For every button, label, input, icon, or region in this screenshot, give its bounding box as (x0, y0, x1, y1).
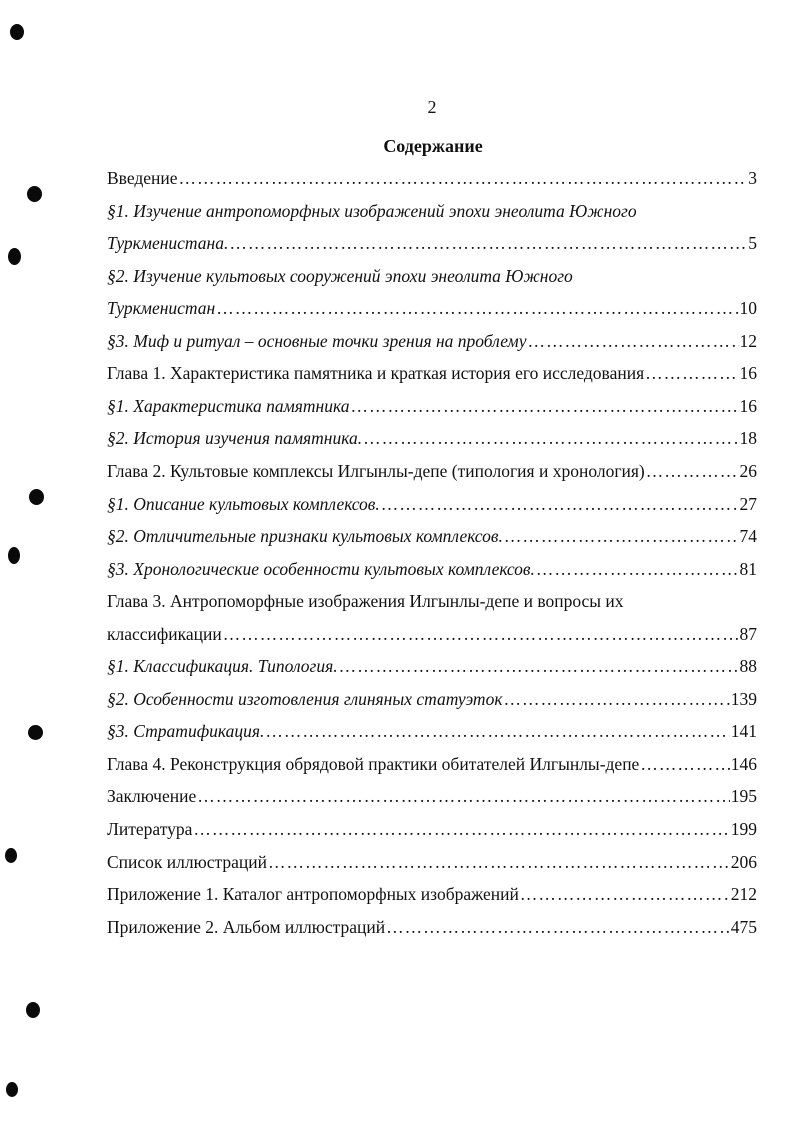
toc-entry-page: 146 (730, 753, 757, 774)
punch-hole (29, 489, 44, 505)
toc-entry (107, 720, 757, 742)
toc-entry-title: Введение (107, 168, 178, 188)
toc-entry-page: 18 (739, 428, 757, 449)
toc-leader-dots (527, 330, 738, 352)
toc-entry-title: §2. История изучения памятника. (107, 428, 363, 449)
toc-leader-dots (640, 753, 729, 775)
toc-entry (107, 395, 757, 417)
toc-leader-dots (363, 427, 738, 449)
toc-entry-page: 87 (739, 623, 757, 644)
toc-entry-title: §1. Описание культовых комплексов. (107, 493, 380, 514)
toc-entry (107, 362, 757, 384)
toc-entry-page: 12 (739, 330, 757, 351)
toc-leader-dots (193, 818, 729, 840)
page-number: 2 (427, 97, 437, 117)
toc-entry (107, 493, 757, 515)
toc-entry-page: 81 (739, 558, 757, 579)
toc-entry-title: §1. Характеристика памятника (107, 395, 350, 416)
punch-hole (26, 1002, 40, 1018)
toc-entry-title: Литература (107, 819, 193, 839)
toc-entry (107, 427, 757, 449)
toc-entry-title: §1. Изучение антропоморфных изображений эпохи энеолита Южного (107, 200, 637, 221)
toc-entry (107, 753, 757, 775)
toc-entry-page: 16 (739, 363, 757, 384)
toc-entry (107, 590, 757, 612)
toc-leader-dots (216, 297, 738, 319)
toc-entry (107, 297, 757, 319)
toc-entry-page: 27 (739, 493, 757, 514)
toc-leader-dots (381, 493, 739, 515)
toc-entry-page: 139 (730, 688, 757, 709)
toc-leader-dots (229, 232, 747, 254)
toc-entry-title: §1. Классификация. Типология. (107, 656, 338, 677)
toc-leader-dots (265, 720, 729, 742)
toc-entry (107, 883, 757, 905)
toc-entry-title: §2. Особенности изготовления глиняных статуэток (107, 688, 503, 709)
punch-hole (27, 186, 42, 202)
toc-entry-page: 5 (748, 233, 757, 254)
toc-entry-page: 206 (730, 851, 757, 872)
toc-entry-page: 475 (730, 916, 757, 937)
toc-entry (107, 200, 757, 222)
punch-hole (8, 547, 20, 564)
toc-leader-dots (339, 655, 739, 677)
toc-leader-dots (646, 460, 739, 482)
toc-entry-title: Приложение 1. Каталог антропоморфных изображений (107, 884, 519, 905)
toc-entry-title: Глава 4. Реконструкция обрядовой практики обитателей Илгынлы-депе (107, 753, 640, 774)
toc-entry-title: Глава 1. Характеристика памятника и краткая история его исследования (107, 363, 645, 384)
toc-entry-title: §3. Хронологические особенности культовых комплексов. (107, 558, 535, 579)
toc-entry (107, 265, 757, 287)
toc-entry-title: классификации (107, 623, 222, 644)
toc-leader-dots (223, 623, 739, 645)
toc-entry (107, 525, 757, 547)
toc-entry (107, 916, 757, 938)
toc-entry (107, 688, 757, 710)
toc-leader-dots (386, 916, 730, 938)
toc-entry-page: 16 (739, 395, 757, 416)
toc-entry-title: §3. Стратификация. (107, 721, 265, 742)
toc-leader-dots (350, 395, 738, 417)
toc-entry-title: Приложение 2. Альбом иллюстраций (107, 916, 386, 937)
punch-hole (5, 848, 17, 863)
punch-hole (28, 725, 43, 740)
toc-entry (107, 558, 757, 580)
toc-leader-dots (179, 167, 748, 189)
toc-leader-dots (197, 785, 730, 807)
page-title: Содержание (383, 136, 483, 156)
toc-entry-title: §2. Отличительные признаки культовых комплексов. (107, 526, 503, 547)
toc-entry-page: 88 (739, 656, 757, 677)
toc-entry-page: 26 (739, 460, 757, 481)
toc-entry (107, 785, 757, 807)
toc-entry-page: 3 (748, 168, 757, 188)
toc-entry (107, 818, 757, 840)
toc-entry-title: Глава 3. Антропоморфные изображения Илгынлы-депе и вопросы их (107, 591, 624, 612)
toc-entry (107, 167, 757, 189)
toc-leader-dots (504, 525, 739, 547)
toc-entry-title: Заключение (107, 786, 197, 807)
toc-entry-page: 212 (730, 884, 757, 905)
toc-leader-dots (645, 362, 738, 384)
toc-entry (107, 655, 757, 677)
toc-leader-dots (520, 883, 730, 905)
toc-leader-dots (504, 688, 730, 710)
punch-hole (8, 248, 21, 265)
toc-entry-page: 141 (730, 721, 757, 742)
toc-entry-page: 195 (730, 786, 757, 807)
toc-entry-page: 10 (739, 298, 757, 319)
toc-entry-title: Список иллюстраций (107, 851, 267, 872)
toc-entry-title: Глава 2. Культовые комплексы Илгынлы-депе (типология и хронология) (107, 460, 645, 481)
toc-entry (107, 232, 757, 254)
punch-hole (6, 1082, 18, 1097)
punch-hole (10, 24, 24, 40)
toc-entry-title: §2. Изучение культовых сооружений эпохи энеолита Южного (107, 265, 573, 286)
toc-entry-title: Туркменистан (107, 298, 216, 319)
toc-leader-dots (536, 558, 739, 580)
toc-entry-title: §3. Миф и ритуал – основные точки зрения на проблему (107, 330, 527, 351)
toc-entry-page: 74 (739, 526, 757, 547)
toc-entry (107, 623, 757, 645)
toc-entry-title: Туркменистана. (107, 233, 229, 254)
toc-leader-dots (268, 851, 730, 873)
toc-entry-page: 199 (730, 819, 757, 839)
toc-entry (107, 330, 757, 352)
toc-entry (107, 851, 757, 873)
toc-entry (107, 460, 757, 482)
